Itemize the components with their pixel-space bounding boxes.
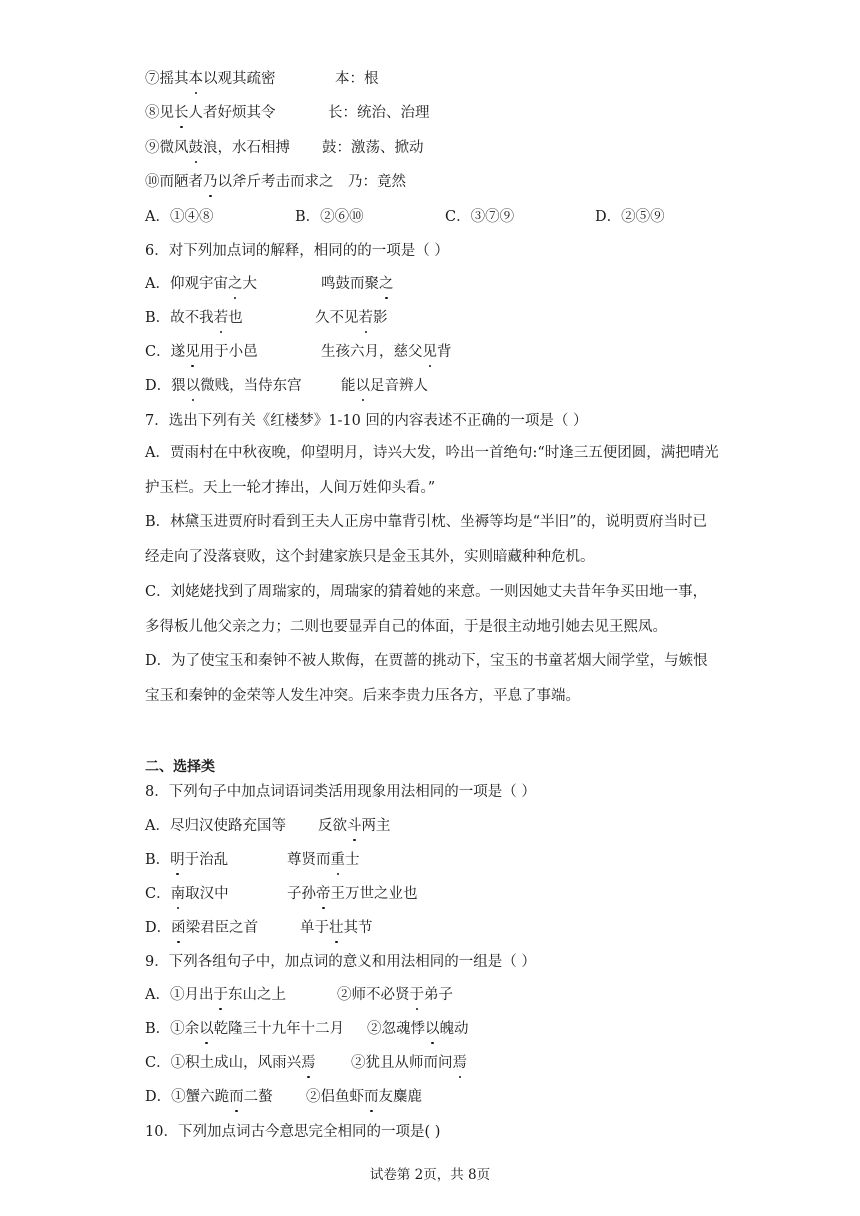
q7-option-b[interactable]: B．林黛玉进贾府时看到王夫人正房中靠背引枕、坐褥等均是“半旧”的，说明贾府当时已经走向了没落衰败，这个封建家族只是金玉其外，实则暗藏种种危机。 bbox=[145, 514, 707, 565]
q5-option-a[interactable]: A．①④⑧ bbox=[145, 209, 214, 225]
item-10: ⑩而陋者乃以斧斤考击而求之 乃：竟然 bbox=[145, 174, 406, 190]
item-9: ⑨微风鼓浪，水石相搏 鼓：激荡、掀动 bbox=[145, 140, 424, 156]
q5-option-b[interactable]: B．②⑥⑩ bbox=[295, 209, 364, 225]
q6-option-b[interactable]: B．故不我若也 久不见若影 bbox=[145, 310, 388, 326]
q6-option-d[interactable]: D．猥以微贱，当侍东宫 能以足音辨人 bbox=[145, 378, 428, 394]
q7-option-c[interactable]: C．刘姥姥找到了周瑞家的，周瑞家的猜着她的来意。一则因她丈夫昔年争买田地一事，多得板儿他父亲之力；二则也要显弄自己的体面，于是很主动地引她去见王熙凤。 bbox=[145, 584, 708, 635]
q10-stem: 10．下列加点词古今意思完全相同的一项是( ) bbox=[145, 1124, 441, 1140]
q5-option-d[interactable]: D．②⑤⑨ bbox=[595, 209, 665, 225]
q7-option-a[interactable]: A．贾雨村在中秋夜晚，仰望明月，诗兴大发，吟出一首绝句:“时逢三五便团圆，满把晴光护玉栏。天上一轮才捧出，人间万姓仰头看。” bbox=[145, 445, 719, 496]
q5-option-c[interactable]: C．③⑦⑨ bbox=[445, 209, 515, 225]
item-7: ⑦摇其本以观其疏密 本：根 bbox=[145, 71, 379, 87]
q6-option-c[interactable]: C．遂见用于小邑 生孩六月，慈父见背 bbox=[145, 344, 452, 360]
q6-option-a[interactable]: A．仰观宇宙之大 鸣鼓而聚之 bbox=[145, 276, 394, 292]
q8-option-a[interactable]: A．尽归汉使路充国等 反欲斗两主 bbox=[145, 818, 391, 834]
q9-option-c[interactable]: C．①积土成山，风雨兴焉 ②犹且从师而问焉 bbox=[145, 1055, 467, 1071]
q9-option-a[interactable]: A．①月出于东山之上 ②师不必贤于弟子 bbox=[145, 987, 453, 1003]
q7-stem: 7．选出下列有关《红楼梦》1-10 回的内容表述不正确的一项是（ ） bbox=[145, 413, 588, 429]
q9-option-b[interactable]: B．①余以乾隆三十九年十二月 ②忽魂悸以魄动 bbox=[145, 1021, 469, 1037]
q9-option-d[interactable]: D．①蟹六跪而二螯 ②侣鱼虾而友麋鹿 bbox=[145, 1089, 422, 1105]
item-8: ⑧见长人者好烦其令 长：统治、治理 bbox=[145, 105, 430, 121]
q8-option-d[interactable]: D．函梁君臣之首 单于壮其节 bbox=[145, 920, 373, 936]
q8-stem: 8．下列句子中加点词语词类活用现象用法相同的一项是（ ） bbox=[145, 784, 536, 800]
q7-option-d[interactable]: D．为了使宝玉和秦钟不被人欺侮，在贾蔷的挑动下，宝玉的书童茗烟大闹学堂，与嫉恨宝玉和秦钟的金荣等人发生冲突。后来李贵力压各方，平息了事端。 bbox=[145, 653, 708, 704]
q9-stem: 9．下列各组句子中，加点词的意义和用法相同的一组是（ ） bbox=[145, 954, 536, 970]
q8-option-c[interactable]: C．南取汉中 子孙帝王万世之业也 bbox=[145, 886, 418, 902]
q8-option-b[interactable]: B．明于治乱 尊贤而重士 bbox=[145, 852, 360, 868]
page-footer: 试卷第 2页，共 8页 bbox=[369, 1167, 491, 1183]
q6-stem: 6．对下列加点词的解释，相同的的一项是（ ） bbox=[145, 243, 449, 259]
section-title: 二、选择类 bbox=[145, 759, 215, 775]
